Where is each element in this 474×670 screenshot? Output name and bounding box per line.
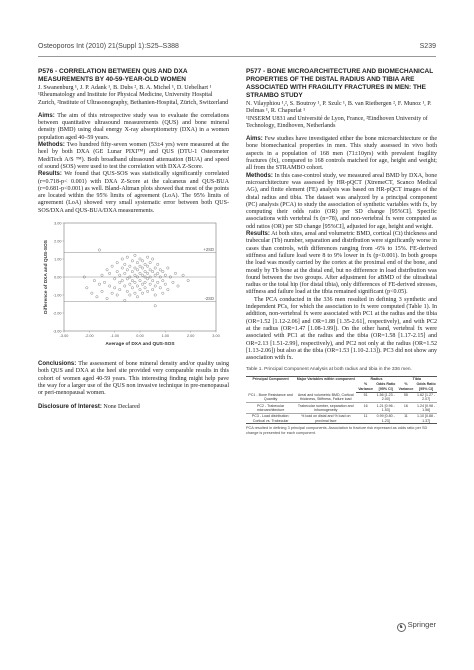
table-row bbox=[246, 392, 437, 403]
cell-radius-var: 11 bbox=[356, 413, 375, 424]
methods-heading: Methods: bbox=[38, 142, 65, 149]
aims-text: The aim of this retrospective study was to evaluate the correlations between quantitative ultrasound measurements (QUS) and bone mineral density (BMD) using dual energy X-ray absorptiometry (DXA) in a women population aged 40–59 years. bbox=[38, 112, 230, 141]
cell-tibia-var: 11 bbox=[397, 413, 416, 424]
col-major: Major Variables within component bbox=[295, 376, 356, 392]
x-tick-label: -2.00 bbox=[85, 334, 94, 339]
y-tick-label: 1.00 bbox=[54, 257, 62, 262]
cell-radius-or: 1.21 [0.96 - 1.53] bbox=[376, 403, 395, 412]
abstract-affiliation: ¹Rheumatology and Institute for Physical Medicine, University Hospital Zurich, ²Institute of Ultrasonography, Bethanien-Hospital, Zürich, Switzerland bbox=[38, 92, 229, 106]
methods-section bbox=[246, 173, 437, 231]
bland-altman-chart bbox=[38, 219, 229, 355]
col-tibia: Tibia bbox=[397, 376, 437, 382]
y-axis-label: Difference of DXA and QUS-SOS bbox=[44, 240, 49, 315]
cell-vars: Areal and volumetric BMD, Cortical thickness, Stiffness, Failure load bbox=[295, 392, 356, 403]
cell-tibia-var: 16 bbox=[397, 403, 416, 414]
x-axis-label: Average of DXA and QUS-SOS bbox=[105, 342, 175, 348]
abstract-authors: J. Swanenburg ¹, J. P. Adank ¹, B. Dubs ², B. A. Michel ¹, D. Uebelhart ¹ bbox=[38, 85, 212, 91]
abstract-authors: N. Vilayphiou ¹,², S. Boutroy ¹, P. Szulc ¹, B. van Rietbergen ², F. Munoz ¹, P. Delmas ¹, R. Chapurlat ¹ bbox=[246, 101, 432, 115]
bland-altman-svg bbox=[38, 219, 229, 355]
springer-horse-icon: ♞ bbox=[397, 623, 406, 632]
cell-radius-var: 51 bbox=[356, 392, 375, 403]
methods-section bbox=[38, 142, 229, 171]
cell-tibia-or: 1.62 [1.27 - 2.07] bbox=[417, 393, 436, 402]
reference-line-label: +2SD bbox=[203, 247, 214, 253]
conclusions-text: The assessment of bone mineral density and/or quality using both QUS and DXA at the heel site provided very comparable results in this cohort of women aged 40-59 years. This interesting finding might help pave the way for a larger use of the QUS non invasive technique in pre-menopausal or peri-menopausal women. bbox=[38, 361, 229, 397]
x-tick-label: 1.00 bbox=[161, 334, 170, 339]
x-tick-label: 3.00 bbox=[212, 334, 220, 339]
col-tibia-or: Odds Ratio [95% CI] bbox=[416, 382, 436, 391]
cell-tibia-or: 1.24 [0.98 - 1.56] bbox=[417, 403, 436, 412]
cell-pc: PC2 - Trabecular microarchitecture bbox=[246, 403, 295, 414]
journal-citation: Osteoporos Int (2010) 21(Suppl 1):S25–S388 bbox=[38, 43, 179, 50]
results-text: We found that QUS-SOS was statistically significantly correlated (r=0.718-p< 0.001) with DXA Z-Score at the calcaneus and QUS-BUA (r=0.681-p<0.001) as well. Bland-Altman plots showed that most of the points are located within the 95% limits of agreement (LoA). The 95% limits of agreement (LoA) showed very small systematic error between both QUS-SOS/DXA and QUS-BUA/DXA measurements. bbox=[38, 171, 229, 214]
running-header bbox=[38, 43, 436, 53]
aims-heading: Aims: bbox=[246, 136, 263, 143]
table-caption: Table 1. Principal Component Analysis at both radius and tibia in the 336 men. bbox=[246, 367, 412, 373]
cell-radius-or: 1.56 [1.23 - 2.00] bbox=[376, 393, 395, 402]
header-rule bbox=[38, 56, 436, 57]
cell-pc: PC3 - Load distribution: Cortical vs. Trabecular bbox=[246, 413, 295, 424]
aims-section bbox=[38, 113, 229, 142]
table-note: PCA resulted in defining 3 principal components. Association to fracture risk expressed as odds ratio per SD change is presented for each component. bbox=[246, 426, 428, 436]
results-section bbox=[246, 231, 437, 297]
methods-heading: Methods: bbox=[246, 172, 273, 179]
col-radius-or: Odds Ratio [95% CI] bbox=[376, 382, 396, 391]
x-tick-label: 2.00 bbox=[186, 334, 195, 339]
disclosure-section bbox=[38, 404, 229, 411]
results-section bbox=[38, 171, 229, 215]
cell-pc: PC1 - Bone Resistance and Quantity bbox=[246, 392, 295, 403]
y-tick-label: 0.00 bbox=[54, 275, 62, 280]
col-radius-var: % Variance bbox=[358, 382, 374, 391]
methods-text: In this case-control study, we measured areal BMD by DXA, bone microarchitecture was assessed by HR-pQCT (XtremeCT, Scanco Medical AG), and finite element (FE) analysis was based on HR-pQCT images of the distal radius and tibia. The dataset was analyzed by a principal component (PC) analysis (PCA) to study the association of synthetic variables with fx, by computing their odds ratio (OR) per SD change [95%CI]. Specific associations with vertebral fx (n=78), and non-vertebral fx were computed as odd ratios (OR) per SD change [95%CI], adjusted for age, height and weight. bbox=[246, 172, 437, 230]
cell-radius-var: 16 bbox=[356, 403, 375, 414]
abstract-affiliation: ¹INSERM U831 and Université de Lyon, France, ²Eindhoven University of Technology, Eindhoven, Netherlands bbox=[246, 115, 428, 129]
col-radius: Radius bbox=[356, 376, 396, 382]
results-continued: The PCA conducted in the 336 men resulted in defining 3 synthetic and independent PCs, for which the association to fx were computed (Table 1). In addition, non-vertebral fx were associated with PC1 at the radius and the tibia (OR=1.52 [1.12-2.06] and OR=1.88 [1.35-2.61], respectively), and with PC2 at the radius (OR=1.47 [1.08-1.99]). On the other hand, vertebral fx were associated with PC1 at the radius and the tibia (OR=1.58 [1.17-2.15] and OR=2.13 [1.51-2.99], respectively), and PC2 not only at the radius (OR=1.52 [1.13-2.06]) but also at the tibia (OR=1.53 [1.10-2.13]). PC3 did not show any association with fx. bbox=[246, 296, 437, 362]
y-tick-label: -2.00 bbox=[52, 311, 62, 316]
abstract-p577 bbox=[246, 68, 437, 436]
x-tick-label: -3.00 bbox=[59, 334, 69, 339]
results-text: At both sites, areal and volumetric BMD, cortical (Ct) thickness and trabecular (Tb) number, separation and distribution were significantly worse in cases than controls, with differences ranging from -6% to 15%. FE-derived stiffness and failure load were 8 to 9% lower in fx (p<0.001). In both groups the load was mostly carried by the cortex at the proximal end of the bone, and mostly by Tb bone at the distal end, but no difference in load distribution was found between the two groups. After adjustment for aBMD of the ultradistal radius or the total hip (for distal tibia), only differences of FE-derived stresses, stiffness and failure load at the tibia remained significant (p<0.05). bbox=[246, 231, 437, 296]
x-tick-label: 0.00 bbox=[136, 334, 144, 339]
cell-vars: Trabecular number, separation and inhomogeneity bbox=[295, 403, 356, 414]
reference-line-label: -2SD bbox=[204, 295, 214, 301]
abstract-p576 bbox=[38, 68, 229, 411]
conclusions-heading: Conclusions: bbox=[38, 361, 77, 368]
cell-radius-or: 0.99 [0.80 - 1.23] bbox=[376, 414, 395, 423]
cell-tibia-or: 1.10 [0.88 - 1.37] bbox=[417, 414, 436, 423]
col-tibia-var: % Variance bbox=[398, 382, 414, 391]
results-heading: Results: bbox=[246, 231, 270, 238]
aims-text: Few studies have investigated either the bone microarchitecture or the bone biomechanical properties in men. This study assessed in vivo both aspects in a population of 168 men (71±10yrs) with prevalent fragility fractures (fx), compared to 168 controls matched for age, height and weight; all from the STRAMBO cohort. bbox=[246, 136, 438, 172]
col-principal: Principal Component bbox=[246, 376, 295, 392]
conclusions-section bbox=[38, 361, 229, 397]
y-tick-label: -1.00 bbox=[52, 293, 62, 298]
y-tick-label: -3.00 bbox=[52, 329, 62, 334]
table-row bbox=[246, 413, 437, 424]
x-tick-label: -1.00 bbox=[110, 334, 119, 339]
cell-vars: % load on distal and % load on proximal face bbox=[295, 413, 356, 424]
publisher-logo: ♞ Springer bbox=[397, 620, 436, 632]
results-heading: Results: bbox=[38, 171, 62, 178]
y-tick-label: 3.00 bbox=[54, 221, 62, 226]
abstract-title: P576 - CORRELATION BETWEEN QUS AND DXA MEASUREMENTS BY 40-59-YEAR-OLD WOMEN bbox=[38, 68, 188, 83]
pca-table bbox=[246, 376, 437, 425]
methods-text: Two hundred fifty-seven women (53±4 yrs) were measured at the heel by both DXA (GE Lunar PIXI™) and QUS (DTU-1 Osteometer MediTech A/S ™). Both broadband ultrasound attenuation (BUA) and speed of sound (SOS) were used to test the correlation with DXA Z-Score. bbox=[38, 142, 229, 170]
table-row bbox=[246, 403, 437, 414]
cell-tibia-var: 55 bbox=[397, 392, 416, 403]
page-number: S239 bbox=[419, 43, 436, 50]
disclosure-text: None Declared bbox=[103, 403, 140, 410]
aims-heading: Aims: bbox=[38, 112, 55, 119]
y-tick-label: 2.00 bbox=[54, 239, 62, 244]
aims-section bbox=[246, 136, 437, 172]
abstract-title: P577 - BONE MICROARCHITECTURE AND BIOMECHANICAL PROPERTIES OF THE DISTAL RADIUS AND TIBIA ARE ASSOCIATED WITH FRAGILITY FRACTURES IN MEN: THE STRAMBO STUDY bbox=[246, 68, 434, 99]
disclosure-heading: Disclosure of Interest: bbox=[38, 403, 102, 410]
